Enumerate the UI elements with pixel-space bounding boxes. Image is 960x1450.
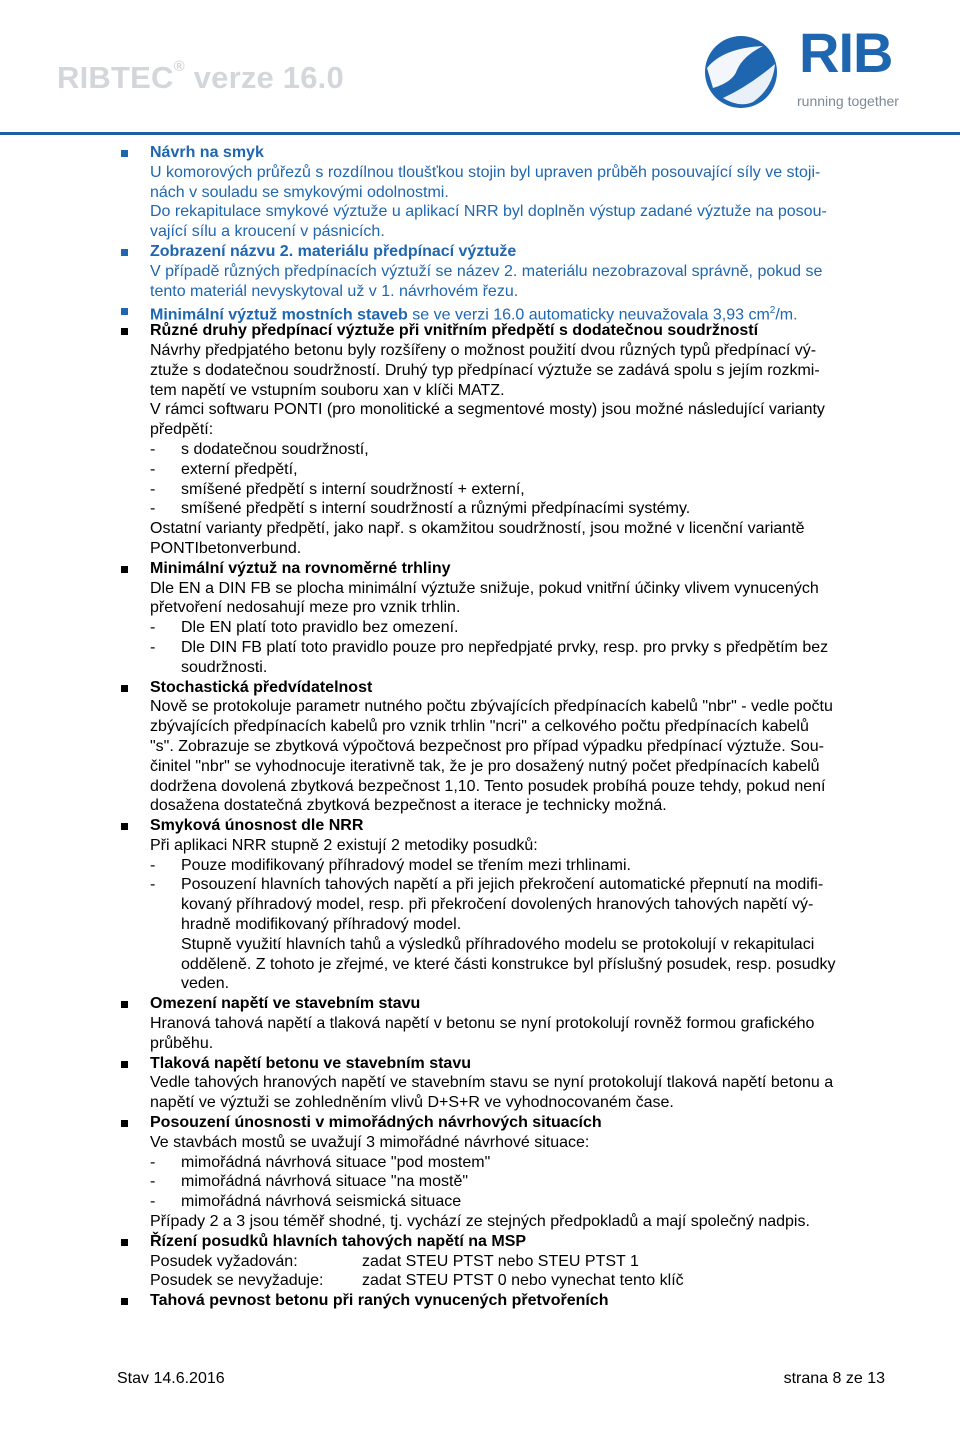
note-title: Zobrazení názvu 2. materiálu předpínací výztuže (150, 242, 517, 260)
logo-tagline: running together (797, 93, 899, 109)
note-text: napětí ve výztuži se zohledněním vlivů D+S+R ve vyhodnocovaném čase. (150, 1094, 674, 1112)
dash-text: hradně modifikovaný příhradový model. (181, 916, 462, 934)
note-text: dosažena dostatečná zbytková bezpečnost a iterace je technicky možná. (150, 797, 667, 815)
page-footer (0, 1370, 960, 1390)
note-item (0, 1054, 960, 1113)
note-text: tem napětí ve vstupním souboru xan v klíči MATZ. (150, 381, 505, 399)
square-bullet-icon (121, 1001, 128, 1008)
note-text: PONTIbetonverbund. (150, 539, 302, 557)
note-title: Různé druhy předpínací výztuže při vnitřním předpětí s dodatečnou soudržností (150, 322, 759, 340)
note-text: tento materiál nevyskytoval už v 1. návrhovém řezu. (150, 282, 519, 300)
square-bullet-icon (121, 823, 128, 830)
note-item (0, 1113, 960, 1232)
logo-wordmark: RIB (799, 21, 893, 84)
note-text: vající sílu a kroucení v pásnicích. (150, 223, 385, 241)
globe-icon (693, 28, 793, 118)
dash-item: - smíšené předpětí s interní soudržností a různými předpínacími systémy. (150, 500, 691, 518)
dash-text: odděleně. Z tohoto je zřejmé, ve které části konstrukce byl příslušný posudek, resp. posudky (181, 955, 836, 973)
square-bullet-icon (121, 328, 128, 335)
note-text: Případy 2 a 3 jsou téměř shodné, tj. vychází ze stejných předpokladů a mají společný nadpis. (150, 1213, 810, 1231)
dash-text: soudržnosti. (181, 658, 268, 676)
dash-item: - mimořádná návrhová seismická situace (150, 1193, 462, 1211)
note-text: Při aplikaci NRR stupně 2 existují 2 metodiky posudků: (150, 836, 538, 854)
note-text: zbývajících předpínacích kabelů pro vznik trhlin "ncri" a celkového počtu předpínacích kabelů (150, 718, 809, 736)
note-title: Posouzení únosnosti v mimořádných návrhových situacích (150, 1114, 602, 1132)
note-text: Ve stavbách mostů se uvažují 3 mimořádné návrhové situace: (150, 1133, 590, 1151)
square-bullet-icon (121, 150, 128, 157)
dash-item: - mimořádná návrhová situace "na mostě" (150, 1173, 469, 1191)
note-title (150, 301, 960, 324)
header-divider (0, 132, 960, 135)
note-title: Tlaková napětí betonu ve stavebním stavu (150, 1054, 471, 1072)
dash-text: Dle EN platí toto pravidlo bez omezení. (181, 619, 459, 637)
dash-text: mimořádná návrhová seismická situace (181, 1193, 462, 1211)
dash-text: mimořádná návrhová situace "pod mostem" (181, 1153, 491, 1171)
square-bullet-icon (121, 1061, 128, 1068)
note-item (0, 143, 960, 242)
square-bullet-icon (121, 566, 128, 573)
note-title: Návrh na smyk (150, 144, 264, 161)
note-title: Minimální výztuž na rovnoměrné trhliny (150, 559, 451, 577)
square-bullet-icon (121, 1120, 128, 1127)
square-bullet-icon (121, 249, 128, 256)
note-text: Do rekapitulace smykové výztuže u aplikací NRR byl doplněn výstup zadané výztuže na posou- (150, 203, 827, 221)
note-text: Ostatní varianty předpětí, jako např. s okamžitou soudržností, jsou možné v licenční variantě (150, 520, 805, 538)
note-text: přetvoření nedosahují meze pro vznik trhlin. (150, 599, 461, 617)
note-text: Nově se protokoluje parametr nutného počtu zbývajících předpínacích kabelů "nbr" - vedle počtu (150, 698, 833, 716)
page-header (0, 0, 960, 132)
note-title-suffix: se ve verzi 16.0 automaticky neuvažovala 3,93 cm (407, 306, 770, 324)
dash-text: smíšené předpětí s interní soudržností + externí, (181, 480, 525, 498)
note-text: "s". Zobrazuje se zbytková výpočtová bezpečnost pro případ výpadku předpínací výztuže. Sou- (150, 737, 824, 755)
note-text: V rámci softwaru PONTI (pro monolitické a segmentové mosty) jsou možné následující varianty (150, 401, 825, 419)
note-item (0, 678, 960, 817)
dash-text: smíšené předpětí s interní soudržností a různými předpínacími systémy. (181, 500, 691, 518)
dash-text: externí předpětí, (181, 460, 298, 478)
note-title: Řízení posudků hlavních tahových napětí na MSP (150, 1232, 527, 1250)
dash-item: - externí předpětí, (150, 460, 298, 478)
dash-text: s dodatečnou soudržností, (181, 440, 369, 458)
square-bullet-icon (121, 1298, 128, 1305)
dash-text: kovaný příhradový model, resp. při překročení dovolených hranových tahových napětí vý- (181, 896, 814, 914)
dash-item: - Dle EN platí toto pravidlo bez omezení. (150, 619, 459, 637)
note-title-end: /m. (775, 306, 798, 324)
kv-key: Posudek se nevyžaduje: (150, 1272, 324, 1290)
note-text: předpětí: (150, 421, 214, 439)
note-item (0, 1232, 960, 1291)
registered-mark: ® (173, 58, 185, 75)
rib-logo (693, 21, 903, 118)
square-bullet-icon (121, 685, 128, 692)
dash-item: - s dodatečnou soudržností, (150, 440, 369, 458)
note-item (0, 1291, 960, 1311)
note-title: Tahová pevnost betonu při raných vynucených přetvořeních (150, 1292, 609, 1310)
dash-item: - mimořádná návrhová situace "pod mostem" (150, 1153, 491, 1171)
note-title-bold: Minimální výztuž mostních staveb (150, 306, 408, 324)
dash-item: - Posouzení hlavních tahových napětí a při jejich překročení automatické přepnutí na modifi- (150, 876, 824, 894)
note-text: Návrhy předpjatého betonu byly rozšířeny o možnost použití dvou různých typů předpínací vý- (150, 341, 817, 359)
square-bullet-icon (121, 1239, 128, 1246)
dash-text: Posouzení hlavních tahových napětí a při jejich překročení automatické přepnutí na modifi- (181, 876, 824, 894)
note-text: Dle EN a DIN FB se plocha minimální výztuže snižuje, pokud vnitřní účinky vlivem vynucených (150, 579, 819, 597)
note-text: činitel "nbr" se vyhodnocuje iterativně tak, že je pro dosažený nutný počet předpínacích kabelů (150, 757, 820, 775)
dash-item: - smíšené předpětí s interní soudržností + externí, (150, 480, 525, 498)
note-text: ztuže s dodatečnou soudržností. Druhý typ předpínací výztuže se zadává spolu s jejím rozkmi- (150, 361, 820, 379)
release-notes (0, 143, 960, 1311)
note-item (0, 994, 960, 1053)
product-version: verze 16.0 (193, 60, 344, 95)
dash-text: Stupně využití hlavních tahů a výsledků příhradového modelu se protokolují v rekapitulaci (181, 935, 815, 953)
dash-item: - Dle DIN FB platí toto pravidlo pouze pro nepředpjaté prvky, resp. pro prvky s předpětím bez (150, 638, 829, 656)
dash-text: Dle DIN FB platí toto pravidlo pouze pro nepředpjaté prvky, resp. pro prvky s předpětím bez (181, 638, 829, 656)
kv-key: Posudek vyžadován: (150, 1252, 298, 1270)
note-text: Hranová tahová napětí a tlaková napětí v betonu se nyní protokolují rovněž formou grafického (150, 1015, 815, 1033)
kv-value: zadat STEU PTST nebo STEU PTST 1 (362, 1252, 639, 1270)
note-item (0, 559, 960, 678)
note-text: průběhu. (150, 1034, 214, 1052)
note-title: Stochastická předvídatelnost (150, 678, 373, 696)
note-item (0, 242, 960, 301)
note-title: Omezení napětí ve stavebním stavu (150, 995, 421, 1013)
unit-superscript: 2 (769, 305, 776, 317)
key-value-row (150, 1252, 960, 1272)
note-title: Smyková únosnost dle NRR (150, 817, 364, 835)
note-text: U komorových průřezů s rozdílnou tloušťkou stojin byl upraven průběh posouvající síly ve stoji- (150, 163, 821, 181)
note-item (0, 321, 960, 559)
product-name: RIBTEC (57, 60, 174, 95)
dash-text: mimořádná návrhová situace "na mostě" (181, 1173, 469, 1191)
dash-item: - Pouze modifikovaný příhradový model se třením mezi trhlinami. (150, 856, 631, 874)
square-bullet-icon (121, 308, 128, 315)
dash-text: Pouze modifikovaný příhradový model se třením mezi trhlinami. (181, 856, 631, 874)
note-item (0, 816, 960, 994)
dash-text: veden. (181, 975, 230, 993)
note-text: V případě různých předpínacích výztuží se název 2. materiálu nezobrazoval správně, pokud se (150, 262, 823, 280)
note-text: dodržena dovolená zbytková bezpečnost 1,10. Tento posudek probíhá pouze tehdy, pokud není (150, 777, 826, 795)
product-title (57, 60, 344, 96)
note-text: Vedle tahových hranových napětí ve stavebním stavu se nyní protokolují tlaková napětí betonu a (150, 1074, 834, 1092)
kv-value: zadat STEU PTST 0 nebo vynechat tento klíč (362, 1272, 684, 1290)
note-item (0, 301, 960, 324)
footer-date: Stav 14.6.2016 (117, 1370, 225, 1387)
key-value-row (150, 1271, 960, 1291)
page-number: strana 8 ze 13 (783, 1370, 885, 1387)
note-text: nách v souladu se smykovými odolnostmi. (150, 183, 449, 201)
